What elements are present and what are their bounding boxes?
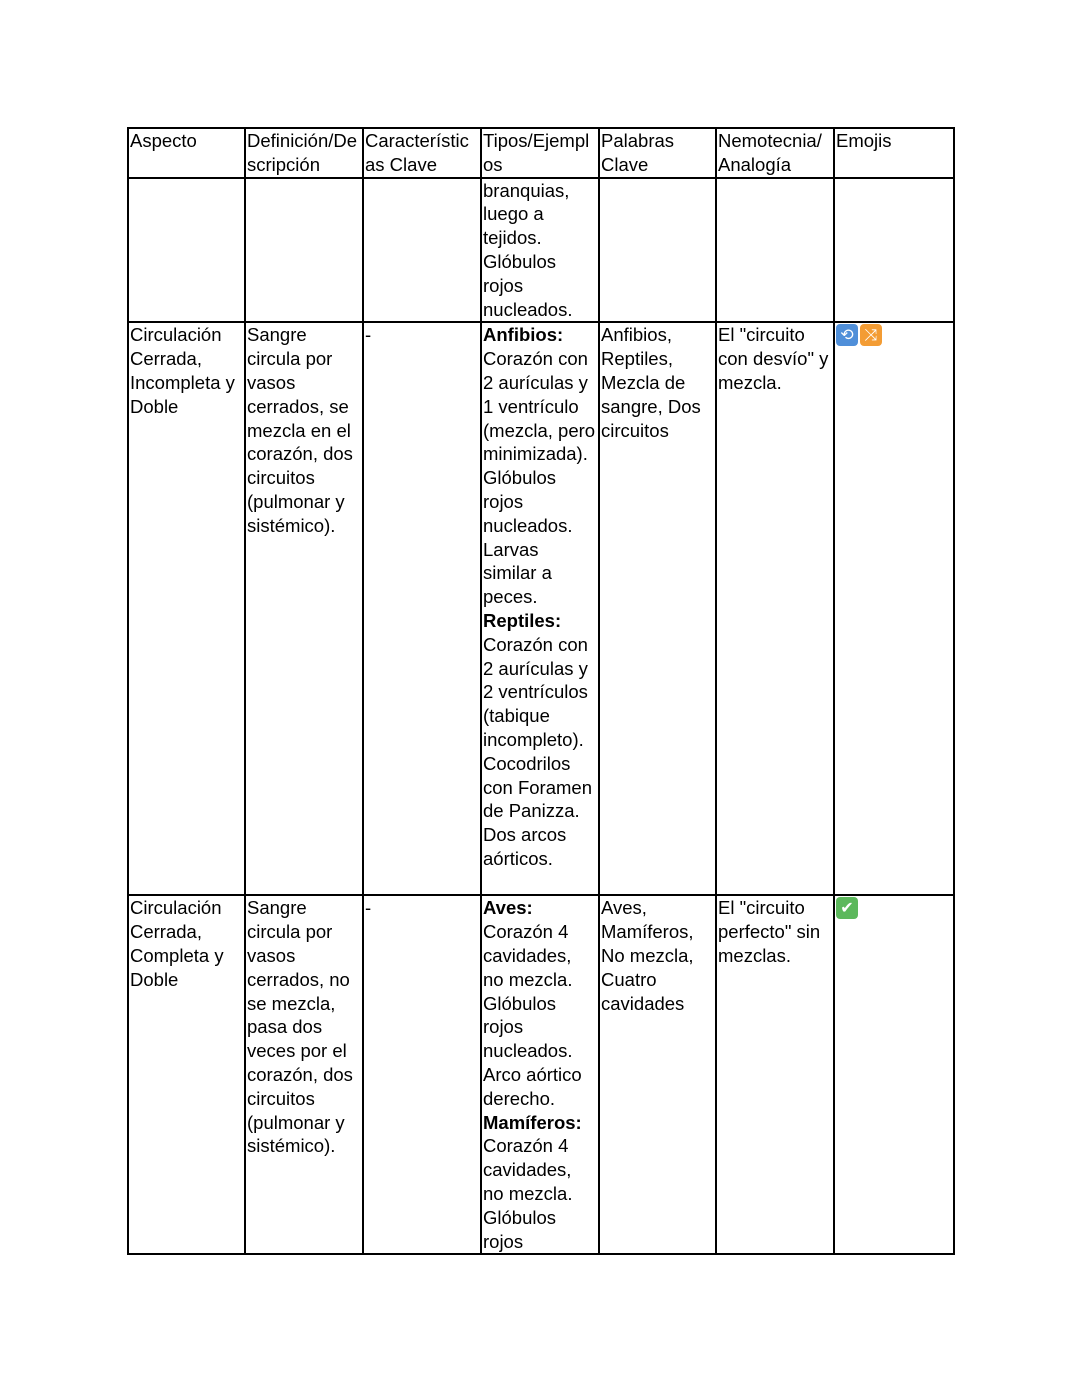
table-row: [128, 895, 954, 1254]
cell-tipos: [481, 895, 599, 1254]
cell-tipos: branquias, luego a tejidos. Glóbulos rojos nucleados.: [481, 178, 599, 323]
header-nemotecnia: Nemotecnia/ Analogía: [716, 128, 834, 178]
cell-nemotecnia: El "circuito perfecto" sin mezclas.: [716, 895, 834, 1254]
cell-emojis: [834, 178, 954, 323]
cell-nemotecnia: El "circuito con desvío" y mezcla.: [716, 322, 834, 895]
header-row: [128, 128, 954, 178]
tipos-label: Mamíferos:: [483, 1111, 582, 1133]
cell-caracteristicas: [363, 178, 481, 323]
check-mark-icon: ✔: [836, 897, 858, 919]
cell-aspecto: Circulación Cerrada, Completa y Doble: [128, 895, 245, 1254]
tipos-label: Anfibios:: [483, 324, 564, 346]
cell-palabras: [599, 178, 716, 323]
table-row: [128, 178, 954, 323]
cell-aspecto: Circulación Cerrada, Incompleta y Doble: [128, 322, 245, 895]
header-emojis: Emojis: [834, 128, 954, 178]
cell-nemotecnia: [716, 178, 834, 323]
cell-palabras: Anfibios, Reptiles, Mezcla de sangre, Dos circuitos: [599, 322, 716, 895]
cell-palabras: Aves, Mamíferos, No mezcla, Cuatro cavidades: [599, 895, 716, 1254]
cell-definicion: [245, 178, 363, 323]
header-aspecto: Aspecto: [128, 128, 245, 178]
cell-aspecto: [128, 178, 245, 323]
cell-definicion: Sangre circula por vasos cerrados, se mezcla en el corazón, dos circuitos (pulmonar y sistémico).: [245, 322, 363, 895]
header-tipos: Tipos/Ejemplos: [481, 128, 599, 178]
tipos-text: Corazón con 2 aurículas y 2 ventrículos (tabique incompleto). Cocodrilos con Foramen de Panizza. Dos arcos aórticos.: [483, 633, 592, 869]
cell-emojis: [834, 895, 954, 1254]
cell-caracteristicas: -: [363, 895, 481, 1254]
repeat-icon: ⟲: [836, 324, 858, 346]
shuffle-icon: ⤨: [860, 324, 882, 346]
cell-emojis: [834, 322, 954, 895]
header-caracteristicas: Características Clave: [363, 128, 481, 178]
header-definicion: Definición/Descripción: [245, 128, 363, 178]
cell-caracteristicas: -: [363, 322, 481, 895]
tipos-text: Corazón 4 cavidades, no mezcla. Glóbulos rojos nucleados. Arco aórtico derecho.: [483, 921, 582, 1109]
tipos-label: Aves:: [483, 897, 533, 919]
table-row: [128, 322, 954, 895]
tipos-label: Reptiles:: [483, 609, 562, 631]
cell-definicion: Sangre circula por vasos cerrados, no se mezcla, pasa dos veces por el corazón, dos circuitos (pulmonar y sistémico).: [245, 895, 363, 1254]
cell-tipos: [481, 322, 599, 895]
tipos-text: Corazón con 2 aurículas y 1 ventrículo (mezcla, pero minimizada). Glóbulos rojos nucleados. Larvas similar a peces.: [483, 348, 596, 608]
comparison-table: [127, 127, 955, 1255]
header-palabras: Palabras Clave: [599, 128, 716, 178]
tipos-text: Corazón 4 cavidades, no mezcla. Glóbulos rojos: [483, 1135, 573, 1252]
